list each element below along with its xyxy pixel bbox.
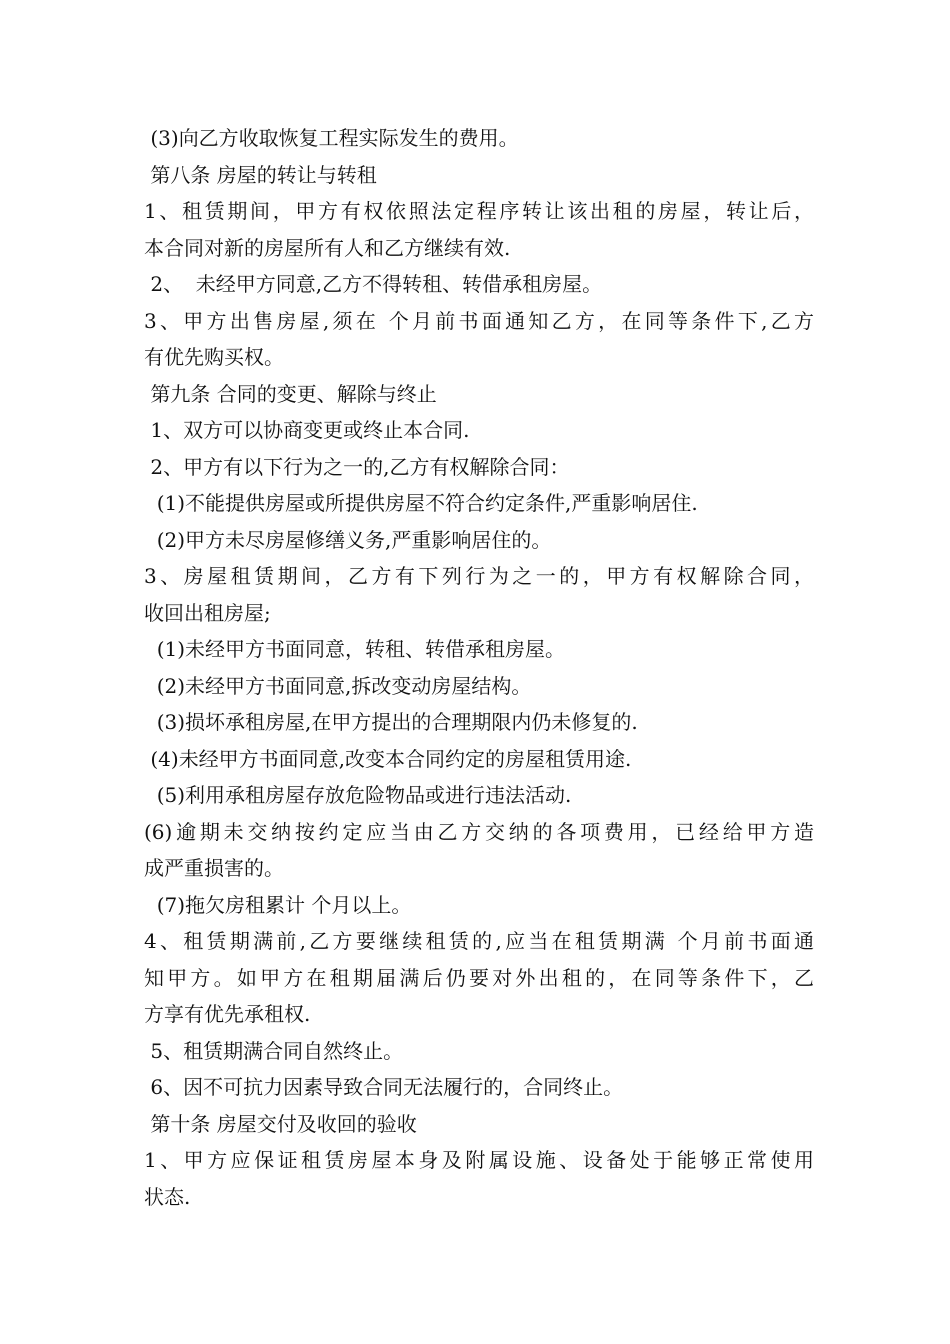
text-line: (6)逾期未交纳按约定应当由乙方交纳的各项费用，已经给甲方造: [144, 819, 814, 844]
text-line: 6、因不可抗力因素导致合同无法履行的，合同终止。: [144, 1075, 624, 1099]
text-line: 1、租赁期间，甲方有权依照法定程序转让该出租的房屋，转让后，: [144, 199, 814, 223]
text-line: (1)未经甲方书面同意，转租、转借承租房屋。: [144, 637, 566, 661]
text-line: (2)甲方未尽房屋修缮义务,严重影响居住的。: [144, 527, 552, 552]
text-line: (4)未经甲方书面同意,改变本合同约定的房屋租赁用途.: [144, 746, 632, 771]
text-line: (7)拖欠房租累计 个月以上。: [144, 892, 412, 917]
text-line: 3、房屋租赁期间，乙方有下列行为之一的，甲方有权解除合同，: [144, 564, 814, 588]
text-line: 知甲方。如甲方在租期届满后仍要对外出租的，在同等条件下，乙: [144, 965, 814, 990]
text-line: 2、 未经甲方同意,乙方不得转租、转借承租房屋。: [144, 272, 603, 296]
section-heading-article-9: 第九条 合同的变更、解除与终止: [144, 381, 437, 406]
section-heading-article-8: 第八条 房屋的转让与转租: [144, 162, 377, 187]
text-line: 本合同对新的房屋所有人和乙方继续有效.: [144, 235, 511, 260]
text-line: 3、甲方出售房屋,须在 个月前书面通知乙方，在同等条件下,乙方: [144, 308, 814, 333]
text-line: 方享有优先承租权.: [144, 1002, 311, 1026]
text-line: (3)向乙方收取恢复工程实际发生的费用。: [144, 126, 519, 150]
text-line: 1、双方可以协商变更或终止本合同.: [144, 418, 470, 442]
text-line: (5)利用承租房屋存放危险物品或进行违法活动.: [144, 783, 572, 807]
document-body: [144, 120, 814, 1215]
text-line: 4、租赁期满前,乙方要继续租赁的,应当在租赁期满 个月前书面通: [144, 929, 814, 953]
section-heading-article-10: 第十条 房屋交付及收回的验收: [144, 1111, 417, 1136]
text-line: 收回出租房屋;: [144, 600, 271, 625]
text-line: 有优先购买权。: [144, 345, 284, 369]
text-line: (2)未经甲方书面同意,拆改变动房屋结构。: [144, 673, 532, 698]
text-line: 状态.: [144, 1184, 191, 1209]
text-line: 1、甲方应保证租赁房屋本身及附属设施、设备处于能够正常使用: [144, 1148, 814, 1172]
text-line: 2、甲方有以下行为之一的,乙方有权解除合同：: [144, 454, 570, 479]
text-line: 成严重损害的。: [144, 856, 284, 880]
text-line: 5、租赁期满合同自然终止。: [144, 1038, 404, 1063]
text-line: (3)损坏承租房屋,在甲方提出的合理期限内仍未修复的.: [144, 710, 638, 734]
text-line: (1)不能提供房屋或所提供房屋不符合约定条件,严重影响居住.: [144, 491, 698, 515]
